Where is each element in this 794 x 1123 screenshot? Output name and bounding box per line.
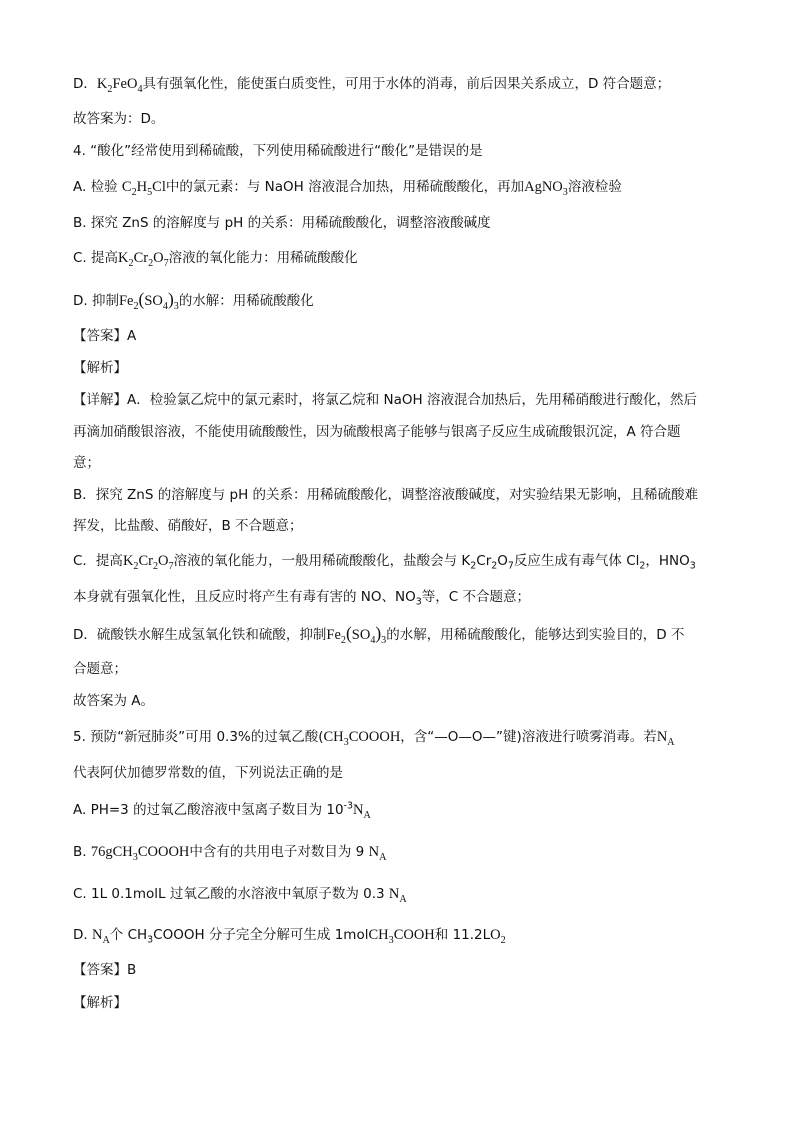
- q5-option-a: A. PH=3 的过氧乙酸溶液中氢离子数目为 $10^{-3}N_A$: [73, 800, 371, 821]
- q4-detail-line-6: C．提高$K_2Cr_2O_7$溶液的氧化能力，一般用稀硫酸酸化，盐酸会与 $K_2Cr_2O_7$反应生成有毒气体 $Cl_2$，$HNO_3$: [73, 553, 696, 572]
- q4-detail-line-1: 【详解】A．检验氯乙烷中的氯元素时，将氯乙烷和 NaOH 溶液混合加热后，先用稀硝酸进行酸化，然后: [73, 392, 697, 408]
- q5-analysis-heading: 【解析】: [73, 995, 127, 1011]
- q4-detail-line-9: 合题意；: [73, 661, 127, 677]
- question-5-stem-1: 5. 预防“新冠肺炎”可用 0.3%的过氧乙酸($CH_3COOOH$，含“—O—O—”键)溶液进行喷雾消毒。若$N_A$: [73, 729, 675, 748]
- q4-detail-line-8: D．硫酸铁水解生成氢氧化铁和硫酸，抑制$Fe_2(SO_4)_3$的水解，用稀硫酸酸化，能够达到实验目的，D 不: [73, 623, 685, 646]
- q5-option-b: B. 76gCH$_3$COOOH中含有的共用电子对数目为 9 $N_A$: [73, 844, 387, 863]
- q4-option-c: C. 提高$K_2Cr_2O_7$溶液的氧化能力：用稀硫酸酸化: [73, 250, 358, 269]
- q4-detail-line-7: 本身就有强氧化性，且反应时将产生有毒有害的 NO、$NO_3$等，C 不合题意；: [73, 589, 530, 608]
- q4-option-b: B. 探究 ZnS 的溶解度与 pH 的关系：用稀硫酸酸化，调整溶液酸碱度: [73, 215, 491, 231]
- option-d-prev: D．$K_2FeO_4$具有强氧化性，能使蛋白质变性，可用于水体的消毒，前后因果关系成立，D 符合题意；: [73, 76, 671, 95]
- q4-option-d: D. 抑制$Fe_2(SO_4)_3$的水解：用稀硫酸酸化: [73, 289, 314, 312]
- q5-option-c: C. 1L 0.1molL 过氧乙酸的水溶液中氧原子数为 0.3 $N_A$: [73, 886, 407, 905]
- q4-detail-line-2: 再滴加硝酸银溶液，不能使用硫酸酸性，因为硫酸根离子能够与银离子反应生成硫酸银沉淀，A 符合题: [73, 424, 681, 440]
- q5-option-d: D. $N_A$个 $CH_3COOOH$ 分子完全分解可生成 1molCH$_3$COOH和 $11.2LO_2$: [73, 927, 506, 946]
- question-5-stem-2: 代表阿伏加德罗常数的值，下列说法正确的是: [73, 765, 343, 781]
- q5-answer: 【答案】B: [73, 962, 137, 978]
- question-4-stem: 4. “酸化”经常使用到稀硫酸，下列使用稀硫酸进行“酸化”是错误的是: [73, 143, 483, 159]
- q4-analysis-heading: 【解析】: [73, 360, 127, 376]
- q4-option-a: A. 检验 $C_2H_5Cl$中的氯元素：与 NaOH 溶液混合加热，用稀硫酸酸化，再加AgNO$_3$溶液检验: [73, 179, 622, 198]
- q4-detail-line-4: B．探究 ZnS 的溶解度与 pH 的关系：用稀硫酸酸化，调整溶液酸碱度，对实验结果无影响，且稀硫酸难: [73, 487, 699, 503]
- q4-detail-line-5: 挥发，比盐酸、硝酸好，B 不合题意；: [73, 518, 303, 534]
- answer-summary-prev: 故答案为：D。: [73, 111, 165, 127]
- q4-detail-line-3: 意；: [73, 455, 100, 471]
- q4-answer-summary: 故答案为 A。: [73, 693, 155, 709]
- q4-answer: 【答案】A: [73, 328, 137, 344]
